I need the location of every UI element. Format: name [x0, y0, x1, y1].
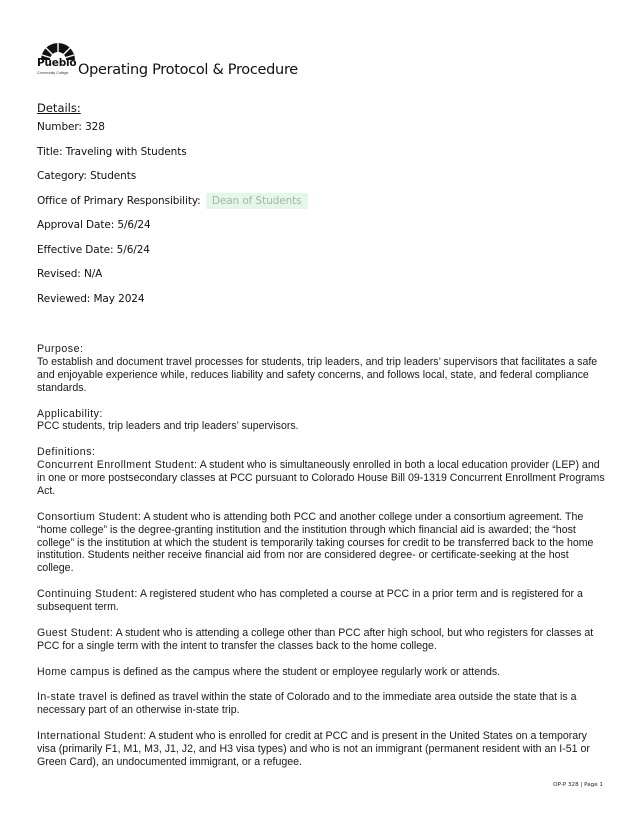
detail-revised: Revised: N/A [37, 268, 103, 280]
definition-item [37, 627, 607, 653]
logo-subtitle: Community College [37, 71, 69, 75]
detail-office-value: Dean of Students [206, 193, 308, 209]
definition-item [37, 666, 607, 679]
detail-office-label: Office of Primary Responsibility: [37, 194, 201, 207]
purpose-label: Purpose: [37, 343, 84, 355]
detail-number: Number: 328 [37, 121, 105, 133]
definition-term: Concurrent Enrollment Student: [37, 459, 198, 472]
definition-text: A student who is enrolled for credit at PCC and is present in the United States on a temporary visa (primarily F1, M1, M3, J1, J2, and H3 visa types) and who is not an immigrant (permanent resident with an I-51 or Green Card), an undocumented immigrant, or a refugee. [37, 730, 590, 768]
definition-item [37, 588, 607, 614]
details-section [37, 101, 308, 317]
detail-title: Title: Traveling with Students [37, 145, 187, 158]
detail-effective-date: Effective Date: 5/6/24 [37, 243, 150, 256]
details-heading: Details: [37, 101, 81, 115]
definition-term: Home campus [37, 665, 110, 678]
definition-term: International Student: [37, 730, 147, 743]
applicability-text: PCC students, trip leaders and trip leaders’ supervisors. [37, 420, 299, 433]
detail-office [37, 195, 308, 220]
definition-item [37, 691, 607, 717]
page-footer: OP-P 328 | Page 1 [553, 782, 603, 788]
definitions-label: Definitions: [37, 446, 96, 459]
definition-term: Consortium Student: [37, 510, 142, 523]
definition-text: A student who is attending both PCC and another college under a consortium agreement. The “home college” is the degree-granting institution and the institution through which financial aid is awarded; the “host college” is the institution at which the student is temporarily taking courses for credit to be transferred back to the home institution. Students neither receive financial aid from nor are considered degree- or certificate-seeking at the host college. [37, 510, 594, 575]
definition-term: In-state travel [37, 691, 108, 704]
detail-approval-date: Approval Date: 5/6/24 [37, 219, 151, 231]
definition-item [37, 511, 607, 576]
definition-text: A registered student who has completed a course at PCC in a prior term and is registered for a subsequent term. [37, 588, 583, 614]
definition-text: is defined as the campus where the student or employee regularly work or attends. [112, 665, 501, 678]
definition-text: is defined as travel within the state of Colorado and to the immediate area outside the state that is a necessary part of an otherwise in-state trip. [37, 691, 577, 717]
detail-reviewed: Reviewed: May 2024 [37, 292, 145, 305]
definition-term: Guest Student: [37, 626, 114, 639]
definition-item [37, 730, 607, 769]
applicability-label: Applicability: [37, 407, 103, 420]
definition-term: Continuing Student: [37, 588, 138, 601]
document-body [37, 343, 607, 782]
definition-text: A student who is attending a college other than PCC after high school, but who registers for classes at PCC for a single term with the intent to transfer the classes back to the home college. [37, 626, 594, 652]
definition-item [37, 459, 607, 498]
page-title: Operating Protocol & Procedure [78, 62, 298, 78]
detail-category: Category: Students [37, 170, 137, 182]
logo-wordmark: Pueblo [37, 57, 77, 69]
purpose-text: To establish and document travel processes for students, trip leaders, and trip leaders’ supervisors that facilitates a safe and enjoyable experience while, reduces liability and safety concerns, and follows local, state, and federal compliance standards. [37, 355, 598, 394]
definition-text: A student who is simultaneously enrolled in both a local education provider (LEP) and in one or more postsecondary classes at PCC pursuant to Colorado House Bill 09-1319 Concurrent Enrollment Programs Act. [37, 459, 605, 497]
